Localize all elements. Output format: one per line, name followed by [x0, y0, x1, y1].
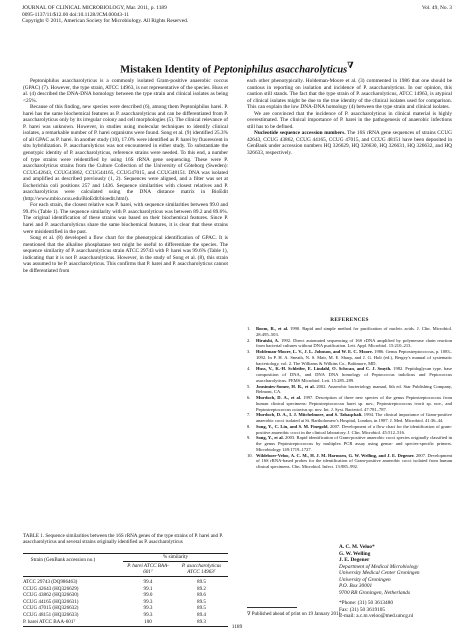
reference-authors: Huss, V., K.-H. Schleifer, E. Lindahl, O. Schwan, and C. J. Smyth.: [256, 366, 392, 372]
reference-text: 1992. Direct automated sequencing of 16S rDNA amplified by polymerase chain reaction from bacterial cultures without DNA purification. Lett. Appl. Microbiol. 15:210–213.: [256, 337, 452, 349]
issn-line: 0095-1137/11/$12.00 doi:10.1128/JCM.00043-11: [22, 11, 130, 18]
article-title: [22, 60, 452, 75]
reference-number: 10.: [247, 452, 253, 458]
reference-item: [247, 424, 452, 436]
reference-text: 2003. Rapid identification of Gram-positive anaerobic cocci species originally classified in the genus Peptostreptococcus by multiplex PCR assay using genus- and species-specific primers. Microbiology 149:1719–1727.: [256, 435, 453, 452]
fax: Fax: (31) 50 3619105: [339, 606, 386, 613]
reference-authors: Wildeboer-Veloo, A. C. M., H. J. M. Harmsen, G. W. Welling, and J. E. Degener.: [256, 452, 415, 458]
body-paragraph: each other phenotypically. Holdeman-Moore et al. (3) commented in 1986 that one should be cautious in reporting on isolation and incidence of P. asaccharolyticus. In our opinion, this caution still stands. The fact that the type strain of P. asaccharolyticus, ATCC 14963, is atypical of clinical isolates might be due to the true identity of the clinical isolates used for comparison. This can explain the low DNA-DNA homology (4) between the type strain and clinical isolates.: [247, 78, 452, 111]
reference-item: [247, 453, 452, 470]
table-cell-p-asaccharolyticus: 89.5: [197, 579, 206, 585]
reference-number: 5.: [247, 383, 251, 389]
reference-text: 1990. Rapid and simple method for purification of nucleic acids. J. Clin. Microbiol. 28:495–503.: [256, 326, 452, 337]
right-column: [247, 78, 452, 157]
volume-label: Vol. 49, No. 3: [421, 5, 452, 11]
reference-authors: Murdoch, D. A., et al.: [256, 395, 302, 400]
reference-authors: Holdeman-Moore, L. V., J. L. Johnson, and W. E. C. Moore.: [256, 349, 373, 354]
footnote-rule: [247, 607, 297, 608]
group-rule: [123, 561, 228, 562]
body-paragraph: Peptoniphilus asaccharolyticus is a commonly isolated Gram-positive anaerobic coccus (GPAC) (7). However, the type strain, ATCC 14963, is not representative of the species. Huss et al. (4) described the DNA-DNA homology between the type strain and clinical isolates as being <25%.: [23, 78, 228, 104]
address-line: Department of Medical Microbiology: [339, 563, 419, 570]
address-line: 9700 RB Groningen, Netherlands: [339, 589, 411, 596]
reference-item: [247, 326, 452, 338]
table-cell-p-harei: 99.3: [143, 612, 153, 618]
table-cell-p-asaccharolyticus: 89.5: [197, 605, 206, 612]
reference-text: 2007. Development of 16S rRNA-based probes for the identification of Gram-positive anaerobic cocci isolated from human clinical specimens. Clin. Microbiol. Infect. 13:985–992.: [256, 452, 453, 469]
reference-item: [247, 435, 452, 452]
reference-number: 6.: [247, 395, 251, 400]
author-address: [339, 544, 459, 620]
page-number: 1189: [231, 624, 243, 630]
table-cell-p-harei: 99.3: [143, 605, 153, 612]
journal-line: JOURNAL OF CLINICAL MICROBIOLOGY, Mar. 2011, p. 1189: [22, 5, 167, 11]
accession-paragraph: [247, 130, 452, 156]
reference-number: 2.: [247, 337, 251, 343]
reference-authors: Hiraishi, A.: [256, 337, 280, 343]
reference-number: 8.: [247, 423, 251, 429]
reference-item: [247, 366, 452, 383]
address-line: P.O. Box 30001: [339, 583, 373, 589]
table-cell-p-harei: 99.3: [143, 598, 153, 605]
table-cell-p-harei: 99.4: [143, 579, 153, 585]
table-cell-p-harei: 100: [144, 618, 152, 625]
table-cell-strain: CCUG 43862 (HQ326630): [23, 592, 79, 599]
reference-text: 1994. The clinical importance of Gram-positive anaerobic cocci isolated at St. Bartholomew's Hospital, London, in 1987. J. Med. Microbiol. 41:36–44.: [256, 412, 452, 423]
header-p-asaccharolyticus: P. asaccharolyticus ATCC 14963ᵀ: [181, 563, 222, 576]
reference-text: 1982. Peptidoglycan type, base composition of DNA, and DNA DNA homology of Peptococcus indolicus and Peptococcus asaccharolyticus. FEMS Microbiol. Lett. 15:285–289.: [256, 366, 453, 383]
accession-text: The 16S rRNA gene sequences of strains CCUG 42643, CCUG 43862, CCUG 44165, CCUG 47015, and CCUG 48151 have been deposited in GenBank under accession numbers HQ 326629, HQ 326630, HQ 326631, HQ 326632, and HQ 326633, respectively.: [247, 130, 452, 157]
reference-number: 9.: [247, 435, 251, 441]
reference-authors: Boom, R., et al.: [256, 326, 289, 331]
reference-authors: Murdoch, D. A., I. J. Mitchelmore, and S. Tabaqchali.: [256, 412, 363, 418]
reference-text: 2002. Anaerobic bacteriology manual, 6th ed. Star Publishing Company, Belmont, CA.: [256, 383, 452, 395]
footnote: ∇ Published ahead of print on 19 January 2011.: [247, 612, 343, 617]
table-cell-strain: CCUG 42643 (HQ326629): [23, 585, 79, 592]
address-line: University Medical Center Groningen: [339, 570, 420, 576]
address-author: G. W. Welling: [339, 550, 371, 557]
table-cell-strain: ATCC 29743 (DQ986463): [23, 579, 78, 585]
reference-number: 7.: [247, 412, 251, 418]
header-p-harei: P. harei ATCC BAA-601ᵀ: [127, 563, 169, 576]
table-cell-strain: CCUG 48151 (HQ326633): [23, 612, 79, 618]
reference-item: [247, 338, 452, 350]
reference-authors: Song, Y., C. Liu, and S. M. Finegold.: [256, 423, 329, 429]
table-cell-p-asaccharolyticus: 89.6: [197, 592, 206, 599]
address-author: A. C. M. Veloo*: [339, 544, 375, 550]
reference-authors: Jousimies-Somer, H. R., et al.: [256, 383, 315, 389]
table-cell-p-asaccharolyticus: 89.2: [197, 585, 206, 592]
title-prefix: Mistaken Identity of: [120, 64, 214, 76]
table-cell-p-harei: 99.0: [143, 592, 153, 599]
accession-heading: Nucleotide sequence accession numbers.: [254, 130, 346, 137]
reference-item: [247, 395, 452, 412]
reference-number: 3.: [247, 349, 251, 354]
reference-item: [247, 412, 452, 424]
reference-text: 1997. Description of three new species of the genus Peptostreptococcus from human clinical specimens: Peptostreptococcus harei sp. nov., Peptostreptococcus ivorii sp. nov., and Peptostreptococcus octavius sp. nov. Int. J. Syst. Bacteriol. 47:781–787.: [256, 395, 452, 412]
copyright-line: Copyright © 2011, American Society for Microbiology. All Rights Reserved.: [22, 18, 189, 25]
references-heading: REFERENCES: [330, 317, 369, 323]
references-list: [247, 326, 452, 470]
title-footnote-mark: ∇: [347, 60, 354, 70]
body-paragraph: For each strain, the closest relative was P. harei, with sequence similarities between 99.0 and 99.4% (Table 1). The sequence similarity with P. asaccharolyticus was between 89.2 and 89.6%. The original identification of these strains was based on their biochemical features. Since P. harei and P. asaccharolyticus share the same biochemical features, it is clear that these strains were misidentified in the past.: [23, 202, 228, 235]
title-species: Peptoniphilus asaccharolyticus: [213, 64, 348, 76]
reference-authors: Song, Y., et al.: [256, 435, 284, 441]
header-strain: Strain (GenBank accession no.): [30, 557, 96, 563]
reference-text: 2007. Development of a flow chart for the identification of gram-positive anaerobic cocci in the clinical laboratory. J. Clin. Microbiol. 45:512–516.: [256, 423, 453, 435]
email: E-mail: a.c.m.veloo@med.umcg.nl: [339, 613, 414, 619]
table-cell-strain: CCUG 44165 (HQ326631): [23, 598, 79, 605]
address-author: J. E. Degener: [339, 557, 370, 563]
reference-text: 1986. Genus Peptostreptococcus, p. 1083–1092. In P. H. A. Sneath, N. S. Mair, M. E. Sharp, and J. G. Holt (ed.), Bergey's manual of systematic bacteriology, vol. 2. The Williams & Wilkins Co., Baltimore, MD.: [256, 349, 452, 366]
reference-item: [247, 349, 452, 366]
body-paragraph: Because of this finding, new species were described (6), among them Peptoniphilus harei. P. harei has the same biochemical features as P. asaccharolyticus and can be differentiated from P. asaccharolyticus only by its irregular colony and cell morphologies (5). The clinical relevance of P. harei was unknown. However, in studies using molecular techniques to identify clinical isolates, a remarkable number of P. harei organisms were found. Song et al. (9) identified 25.3% of all GPAC as P. harei. In another study (10), 17.0% were identified as P. harei by fluorescent in situ hybridization. P. asaccharolyticus was not encountered in either study. To substantiate the genotypic identity of P. asaccharolyticus, reference strains were needed. To this end, a number of type strains were reidentified by using 16S rRNA gene sequencing. These were P. asaccharolyticus strains from the Culture Collection of the University of Göteborg (Sweden): CCUG42643, CCUG43862, CCUG44165, CCUG47015, and CCUG48151. DNA was isolated and amplified as described previously (1, 2). Sequences were aligned, and a filter was set at Escherichia coli positions 257 and 1436. Sequence similarities with closest relatives and P. asaccharolyticus were calculated using the DNA distance matrix in BioEdit (http://www.mbio.ncsu.edu/BioEdit/bioedit.html).: [23, 104, 229, 202]
header-similarity: % similarity: [162, 554, 189, 560]
reference-item: [247, 384, 452, 396]
left-column: [23, 78, 228, 274]
table-cell-p-asaccharolyticus: 89.5: [197, 598, 206, 605]
table-cell-p-harei: 99.1: [143, 585, 153, 592]
running-header: [22, 5, 452, 25]
body-paragraph: We are convinced that the incidence of P. asaccharolyticus in clinical material is highly overestimated. The clinical importance of P. harei in the pathogenesis of anaerobic infections still has to be defined.: [247, 110, 452, 130]
table-cell-p-asaccharolyticus: 89.4: [197, 612, 206, 618]
table-cell-p-asaccharolyticus: 89.3: [197, 618, 206, 625]
address-line: University of Groningen: [339, 576, 391, 583]
phone: *Phone: (31) 50 3613480: [339, 600, 393, 606]
reference-number: 4.: [247, 366, 251, 372]
table-caption: TABLE 1. Sequence similarities between the 16S rRNA genes of the type strains of P. harei and P. asaccharolyticus and several strains originally identified as P. asaccharolyticus: [23, 533, 223, 546]
reference-number: 1.: [247, 326, 251, 331]
body-paragraph: Song et al. (8) developed a flow chart for the phenotypical identification of GPAC. It is mentioned that the alkaline phosphatase test might be useful to differentiate the species. The sequence similarity of P. asaccharolyticus strain ATCC 29743 with P. harei was 99.6% (Table 1), indicating that it is not P. asaccharolyticus. However, in the study of Song et al. (8), this strain was assumed to be P. asaccharolyticus. This confirms that P. harei and P. asaccharolyticus cannot be differentiated from: [23, 235, 228, 274]
header-rule: [23, 576, 228, 577]
table-cell-strain: P. harei ATCC BAA-601ᵀ: [23, 618, 76, 625]
table-cell-strain: CCUG 47015 (HQ326632): [23, 605, 79, 612]
